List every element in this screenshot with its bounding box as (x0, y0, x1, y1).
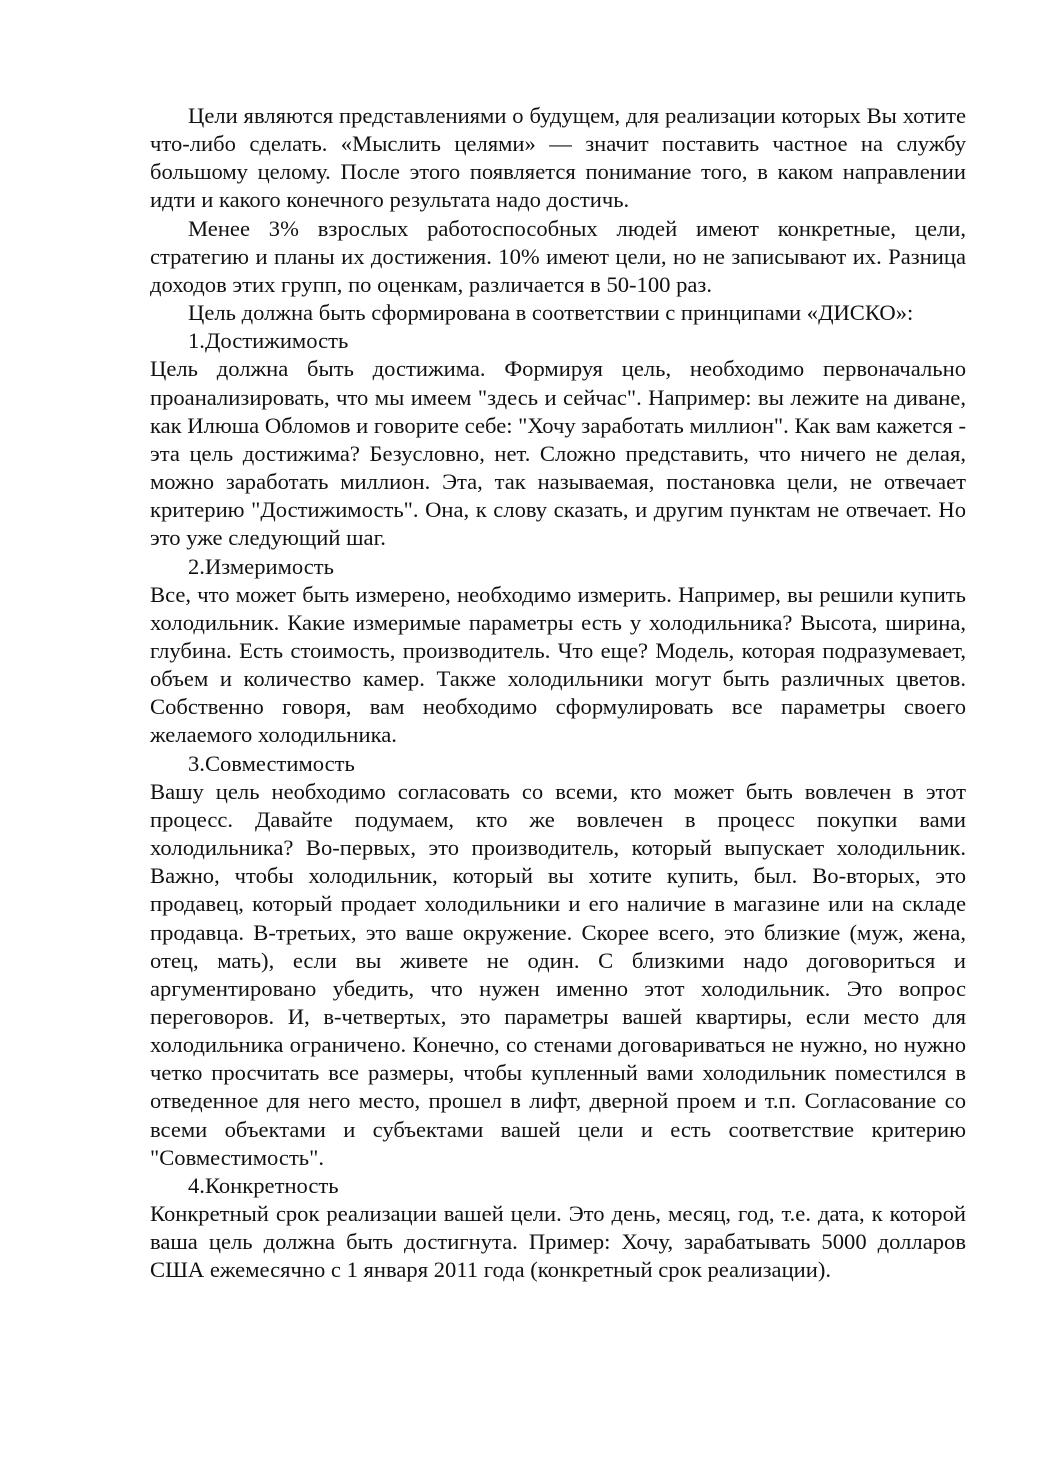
section-measurability (150, 553, 966, 750)
section-achievability (150, 327, 966, 552)
intro-paragraph-statistics: Менее 3% взрослых работоспособных людей имеют конкретные, цели, стратегию и планы их достижения. 10% имеют цели, но не записывают их. Разница доходов этих групп, по оценкам, различается в 50-100 раз. (150, 215, 966, 297)
section-body: Все, что может быть измерено, необходимо измерить. Например, вы решили купить холодильник. Какие измеримые параметры есть у холодильника? Высота, ширина, глубина. Есть стоимость, производитель. Что еще? Модель, которая подразумевает, объем и количество камер. Также холодильники могут быть различных цветов. Собственно говоря, вам необходимо сформулировать все параметры своего желаемого холодильника. (150, 581, 966, 748)
section-heading: 2.Измеримость (188, 553, 334, 579)
section-heading: 4.Конкретность (188, 1172, 339, 1198)
section-heading: 1.Достижимость (188, 328, 349, 354)
section-body: Вашу цель необходимо согласовать со всеми, кто может быть вовлечен в этот процесс. Давайте подумаем, кто же вовлечен в процесс покупки вами холодильника? Во-первых, это производитель, который выпускает холодильник. Важно, чтобы холодильник, который вы хотите купить, был. Во-вторых, это продавец, который продает холодильники и его наличие в магазине или на складе продавца. В-третьих, это ваше окружение. Скорее всего, это близкие (муж, жена, отец, мать), если вы живете не один. С близкими надо договориться и аргументировано убедить, что нужен именно этот холодильник. Это вопрос переговоров. И, в-четвертых, это параметры вашей квартиры, если место для холодильника ограничено. Конечно, со стенами договариваться не нужно, но нужно четко просчитать все размеры, чтобы купленный вами холодильник поместился в отведенное для него место, прошел в лифт, дверной проем и т.п. Согласование со всеми объектами и субъектами вашей цели и есть соответствие критерию "Совместимость". (150, 778, 966, 1170)
intro-paragraph-disco: Цель должна быть сформирована в соответствии с принципами «ДИСКО»: (188, 300, 914, 326)
section-body: Конкретный срок реализации вашей цели. Это день, месяц, год, т.е. дата, к которой ваша цель должна быть достигнута. Пример: Хочу, зарабатывать 5000 долларов США ежемесячно с 1 января 2011 года (конкретный срок реализации). (150, 1201, 966, 1283)
document-body (150, 102, 966, 1285)
intro-paragraph-goals: Цели являются представлениями о будущем, для реализации которых Вы хотите что-либо сделать. «Мыслить целями» — значит поставить частное на службу большому целому. После этого появляется понимание того, в каком направлении идти и какого конечного результата надо достичь. (150, 103, 966, 213)
section-concreteness (150, 1172, 966, 1285)
section-heading: 3.Совместимость (188, 750, 355, 776)
section-body: Цель должна быть достижима. Формируя цель, необходимо первоначально проанализировать, что мы имеем "здесь и сейчас". Например: вы лежите на диване, как Илюша Обломов и говорите себе: "Хочу заработать миллион". Как вам кажется - эта цель достижима? Безусловно, нет. Сложно представить, что ничего не делая, можно заработать миллион. Эта, так называемая, постановка цели, не отвечает критерию "Достижимость". Она, к слову сказать, и другим пунктам не отвечает. Но это уже следующий шаг. (150, 356, 966, 551)
section-compatibility (150, 750, 966, 1172)
